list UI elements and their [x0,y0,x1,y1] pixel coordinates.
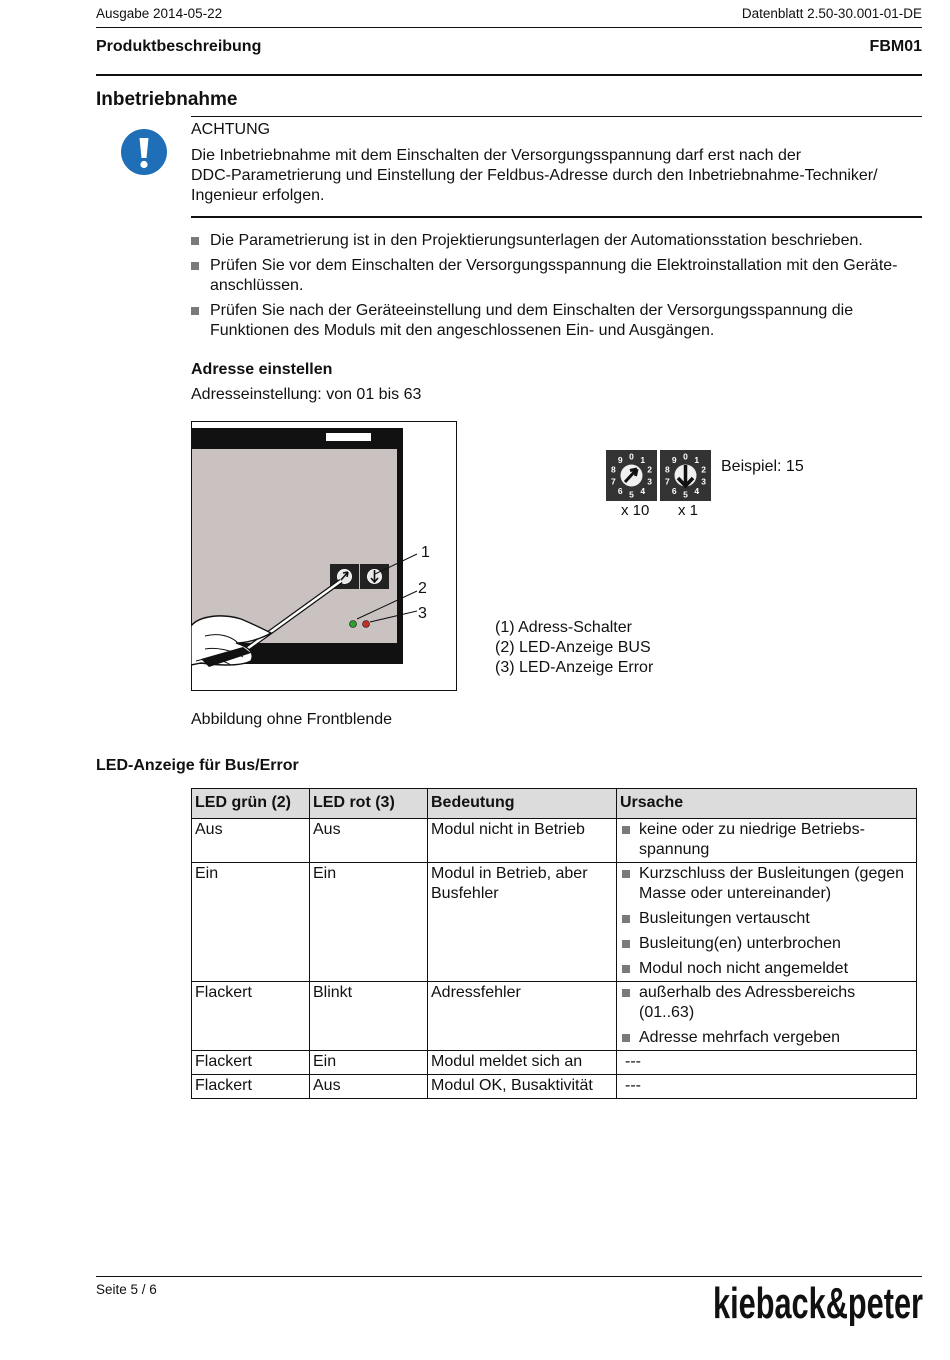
bullet-square-icon [622,940,630,948]
example-label: Beispiel: 15 [721,458,804,475]
cause-cell [617,982,917,1051]
module-illustration [191,421,457,691]
rotary-dial-svg [606,450,657,501]
dial-digit: 4 [694,485,700,496]
dial-digit: 1 [640,455,646,466]
bullet-square-icon [191,237,199,245]
cause-item: Modul noch nicht angemeldet [620,959,913,979]
cause-cell [617,819,917,863]
bullet-square-icon [622,965,630,973]
table-row [192,1075,917,1099]
column-header: LED grün (2) [192,789,310,819]
figure-caption: Abbildung ohne Frontblende [191,711,393,728]
cause-cell: --- [617,1051,917,1075]
dial-digit: 2 [701,464,706,475]
bullet-square-icon [191,307,199,315]
dial-digit: 4 [640,485,646,496]
led-red-cell: Ein [310,863,428,982]
warning-bottom-rule [191,216,922,218]
section-rule [96,74,922,76]
illustration-legend [495,618,653,678]
column-header: Ursache [617,789,917,819]
rotary-dial-svg [660,450,711,501]
address-heading: Adresse einstellen [191,361,333,378]
dial-digit: 3 [701,476,706,487]
bullet-square-icon [622,915,630,923]
section-title: Produktbeschreibung [96,38,262,55]
commissioning-heading: Inbetriebnahme [96,89,238,110]
dial-digit: 5 [629,489,634,500]
led-red-cell: Blinkt [310,982,428,1051]
page-number: Seite 5 / 6 [96,1282,157,1297]
led-green-cell: Ein [192,863,310,982]
warning-line: Die Inbetriebnahme mit dem Einschalten der Versorgungsspannung darf erst nach der [191,147,802,164]
dial-digit: 5 [683,489,688,500]
led-red-cell: Aus [310,819,428,863]
meaning-cell: Adressfehler [428,982,617,1051]
legend-item: (3) LED-Anzeige Error [495,659,654,676]
bullet-square-icon [622,826,630,834]
datasheet-number: Datenblatt 2.50-30.001-01-DE [741,6,922,21]
callout-2: 2 [418,580,427,597]
cause-item: Busleitung(en) unterbrochen [620,934,913,954]
warning-top-rule [191,116,922,117]
cause-item: Adresse mehrfach vergeben [620,1028,913,1048]
dial-digit: 9 [617,455,623,466]
table-row [192,1051,917,1075]
ones-rotary-dial [660,450,711,501]
meaning-cell: Modul OK, Busaktivität [428,1075,617,1099]
dial-digit: 0 [629,451,634,462]
cause-item: keine oder zu niedrige Betriebs- spannung [620,820,913,860]
legend-item: (1) Adress-Schalter [495,619,632,636]
list-item: Prüfen Sie vor dem Einschalten der Versorgungsspannung die Elektroinstallation mit den Geräte- anschlüssen. [191,256,923,296]
dial-digit: 0 [683,451,688,462]
dial-digit: 6 [671,485,677,496]
product-code: FBM01 [869,38,922,55]
dial-digit: 8 [611,464,616,475]
led-green-cell: Flackert [192,1051,310,1075]
list-item: Die Parametrierung ist in den Projektierungsunterlagen der Automationsstation beschrieben. [191,231,923,251]
legend-item: (2) LED-Anzeige BUS [495,639,651,656]
callout-1: 1 [421,544,430,561]
meaning-cell: Modul meldet sich an [428,1051,617,1075]
dial-digit: 9 [671,455,677,466]
led-green-cell: Flackert [192,982,310,1051]
warning-text [191,146,878,206]
callout-3: 3 [418,605,427,622]
warning-line: DDC-Parametrierung und Einstellung der Feldbus-Adresse durch den Inbetriebnahme-Techniker/ [191,167,878,184]
dial-digit: 8 [665,464,670,475]
bullet-square-icon [622,870,630,878]
warning-icon [121,129,167,175]
dial-digit: 7 [611,476,616,487]
ones-dial-label: x 1 [678,502,699,519]
dial-digit: 6 [617,485,623,496]
address-range: Adresseinstellung: von 01 bis 63 [191,386,422,403]
led-red-cell: Ein [310,1051,428,1075]
led-green-cell: Flackert [192,1075,310,1099]
cause-cell: --- [617,1075,917,1099]
bullet-square-icon [622,1034,630,1042]
table-header-row [192,789,917,819]
cause-item: außerhalb des Adressbereichs (01..63) [620,983,913,1023]
led-table [191,788,917,1099]
bullet-square-icon [191,262,199,270]
edition-date: Ausgabe 2014-05-22 [96,6,223,21]
cause-item: Busleitungen vertauscht [620,909,913,929]
cause-cell [617,863,917,982]
table-row [192,819,917,863]
dial-digit: 3 [647,476,652,487]
table-row [192,863,917,982]
bullet-square-icon [622,989,630,997]
meaning-cell: Modul nicht in Betrieb [428,819,617,863]
dial-digit: 7 [665,476,670,487]
warning-title: ACHTUNG [191,121,271,138]
led-red-cell: Aus [310,1075,428,1099]
led-green-cell: Aus [192,819,310,863]
table-row [192,982,917,1051]
warning-line: Ingenieur erfolgen. [191,187,325,204]
list-item: Prüfen Sie nach der Geräteeinstellung und dem Einschalten der Versorgungsspannung die Funktionen des Moduls mit den angeschlossenen Ein- und Ausgängen. [191,301,923,341]
dial-digit: 1 [694,455,700,466]
tens-rotary-dial [606,450,657,501]
dial-digit: 2 [647,464,652,475]
logo-text: kieback&peter [713,1279,923,1326]
tens-dial-label: x 10 [621,502,650,519]
company-logo [712,1276,924,1326]
column-header: Bedeutung [428,789,617,819]
meaning-cell: Modul in Betrieb, aber Busfehler [428,863,617,982]
led-table-heading: LED-Anzeige für Bus/Error [96,757,299,774]
column-header: LED rot (3) [310,789,428,819]
cause-item: Kurzschluss der Busleitungen (gegen Masse oder untereinander) [620,864,913,904]
header-rule [96,27,922,28]
